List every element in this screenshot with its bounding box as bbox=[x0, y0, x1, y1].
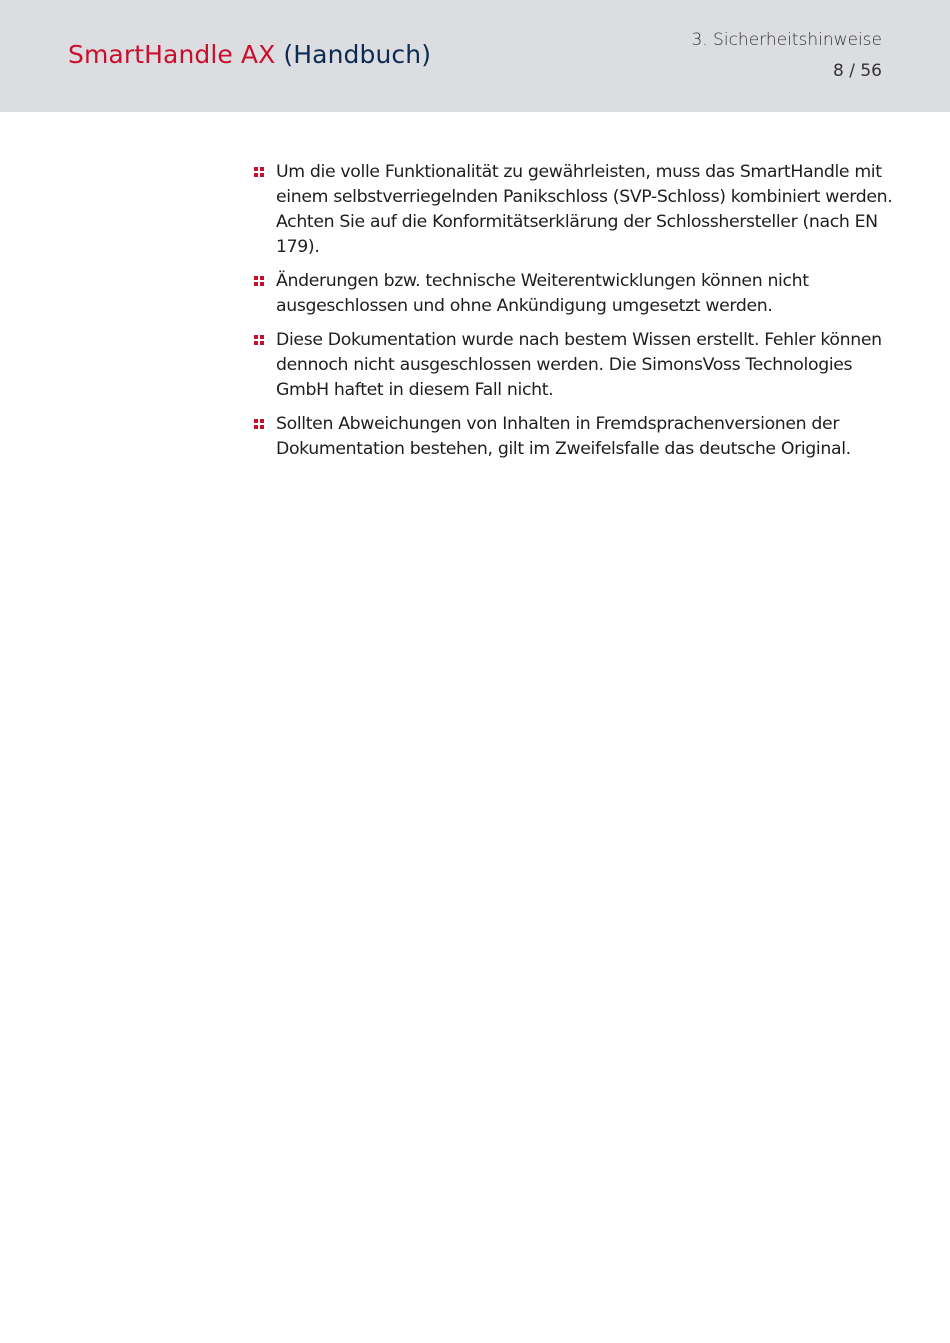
main-content bbox=[254, 160, 894, 471]
page-header bbox=[0, 0, 950, 112]
list-item bbox=[254, 328, 894, 403]
list-item-text: Sollten Abweichungen von Inhalten in Fremdsprachenversionen der Dokumentation bestehen, gilt im Zweifelsfalle das deutsche Original. bbox=[276, 414, 851, 459]
list-item-text: Änderungen bzw. technische Weiterentwicklungen können nicht ausgeschlossen und ohne Ankündigung umgesetzt werden. bbox=[276, 271, 809, 316]
safety-notes-list bbox=[254, 160, 894, 462]
list-item-text: Um die volle Funktionalität zu gewährleisten, muss das SmartHandle mit einem selbstverriegelnden Panikschloss (SVP-Schloss) kombiniert werden. Achten Sie auf die Konformitätserklärung der Schlosshersteller (nach EN 179). bbox=[276, 162, 893, 257]
square-grid-bullet-icon bbox=[254, 276, 265, 287]
square-grid-bullet-icon bbox=[254, 167, 265, 178]
square-grid-bullet-icon bbox=[254, 419, 265, 430]
square-grid-bullet-icon bbox=[254, 335, 265, 346]
list-item bbox=[254, 412, 894, 462]
document-kind: (Handbuch) bbox=[283, 40, 432, 69]
list-item-text: Diese Dokumentation wurde nach bestem Wissen erstellt. Fehler können dennoch nicht ausgeschlossen werden. Die SimonsVoss Technologies GmbH haftet in diesem Fall nicht. bbox=[276, 330, 882, 400]
document-title bbox=[68, 40, 431, 69]
page-number: 8 / 56 bbox=[833, 61, 882, 81]
list-item bbox=[254, 160, 894, 260]
product-name: SmartHandle AX bbox=[68, 40, 276, 69]
section-title: 3. Sicherheitshinweise bbox=[691, 30, 882, 50]
list-item bbox=[254, 269, 894, 319]
